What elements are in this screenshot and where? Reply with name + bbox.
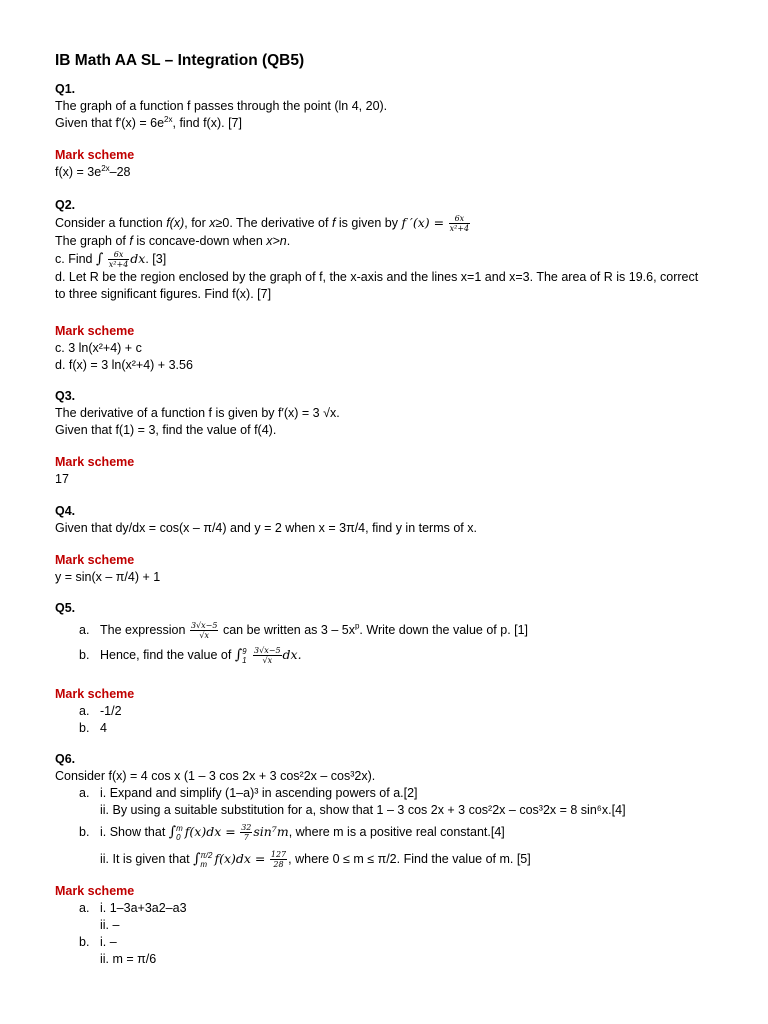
answer — [55, 934, 735, 951]
question-part-b — [55, 819, 735, 845]
superscript: p — [354, 621, 360, 631]
text-run: Consider a function — [55, 216, 167, 230]
mark-scheme-5 — [55, 686, 735, 737]
question-heading: Q2. — [55, 198, 76, 212]
mark-scheme-label: Mark scheme — [55, 148, 135, 162]
fraction-numerator: 6x — [449, 214, 471, 224]
question-heading: Q3. — [55, 389, 76, 403]
math-run: f(x) — [166, 216, 185, 230]
answer: y = sin(x – π/4) + 1 — [55, 570, 161, 584]
answer — [55, 164, 735, 181]
text-run: Given that f'(x) = 6e — [55, 116, 165, 130]
expression-fraction — [190, 621, 219, 640]
question-6 — [55, 751, 735, 873]
question-part-a — [55, 621, 735, 646]
text-run: The graph of — [55, 234, 130, 248]
fraction-denominator: 28 — [273, 860, 284, 870]
integral-sign: ∫ — [168, 824, 177, 840]
question-1 — [55, 81, 735, 132]
document-title: IB Math AA SL – Integration (QB5) — [55, 52, 305, 69]
answer: ii. m = π/6 — [100, 952, 157, 966]
math-run: dx — [130, 251, 146, 266]
fraction-numerator: 3√x−5 — [190, 621, 218, 630]
lower-limit: 1 — [242, 655, 247, 665]
question-text — [55, 214, 735, 233]
answer-text: -1/2 — [100, 704, 122, 718]
answer-text: i. 1–3a+3a2–a3 — [100, 901, 187, 915]
question-5 — [55, 600, 735, 671]
mark-scheme-1 — [55, 147, 735, 181]
question-part-d: d. Let R be the region enclosed by the graph of f, the x-axis and the lines x=1 and x=3. The area of R is 19.6, correct — [55, 270, 699, 284]
part-label: a. — [79, 786, 90, 800]
fraction-numerator: 3√x−5 — [254, 646, 281, 656]
question-part-b-ii — [55, 845, 735, 873]
text-run: The expression — [100, 622, 186, 637]
math-run: x — [209, 216, 216, 230]
integrand-fraction — [253, 646, 282, 665]
part-label: a. — [79, 901, 90, 915]
upper-limit: m — [176, 823, 183, 833]
question-text: Given that f(1) = 3, find the value of f(4). — [55, 423, 277, 437]
math-run: dx. — [282, 647, 302, 662]
text-run: c. Find — [55, 252, 96, 266]
mark-scheme-label: Mark scheme — [55, 324, 135, 338]
mark-scheme-label: Mark scheme — [55, 553, 135, 567]
upper-limit: π/2 — [200, 850, 213, 860]
integral-limits — [242, 647, 246, 665]
question-text: Consider f(x) = 4 cos x (1 – 3 cos 2x + 3 cos²2x – cos³2x). — [55, 769, 376, 783]
derivative-fraction — [449, 214, 471, 233]
answer — [55, 900, 735, 917]
integral-limits — [200, 851, 212, 869]
question-text: The derivative of a function f is given by f′(x) = 3 √x. — [55, 406, 340, 420]
mark-scheme-4 — [55, 552, 735, 586]
text-run: , find f(x). [7] — [172, 116, 242, 130]
mark-scheme-label: Mark scheme — [55, 455, 135, 469]
text-run: , for — [184, 216, 210, 230]
question-4 — [55, 503, 735, 537]
math-run: f — [129, 234, 133, 248]
part-label: b. — [79, 648, 90, 662]
part-label: b. — [79, 935, 90, 949]
text-run: –28 — [109, 165, 131, 179]
upper-limit: 9 — [242, 646, 247, 656]
text-run: . Write down the value of p. [1] — [359, 622, 529, 637]
text-run: i. Show that — [100, 825, 169, 839]
text-run: is given by — [335, 216, 402, 230]
question-part-a-ii: ii. By using a suitable substitution for a, show that 1 – 3 cos 2x + 3 cos²2x – cos³2x = 8 sin⁶x.[4] — [100, 803, 626, 817]
lower-limit: 0 — [176, 832, 181, 842]
answer-text: i. – — [100, 935, 117, 949]
value-fraction — [270, 850, 287, 869]
fraction-denominator: x²+4 — [108, 260, 129, 270]
question-heading: Q4. — [55, 504, 76, 518]
part-label: a. — [79, 622, 90, 637]
mark-scheme-2 — [55, 323, 735, 374]
math-run: f ′(x) = — [401, 215, 445, 230]
fraction-denominator: x²+4 — [449, 224, 470, 234]
question-text: Given that dy/dx = cos(x – π/4) and y = 2 when x = 3π/4, find y in terms of x. — [55, 521, 477, 535]
question-text — [55, 233, 735, 250]
integral-sign: ∫ — [96, 251, 104, 267]
fraction-denominator: √x — [262, 656, 273, 666]
fraction-numerator: 127 — [270, 850, 287, 860]
lower-limit: m — [200, 859, 208, 869]
text-run: ii. It is given that — [100, 852, 194, 866]
fraction-numerator: 32 — [241, 823, 252, 833]
question-text — [55, 115, 735, 132]
question-3 — [55, 388, 735, 439]
question-2 — [55, 197, 735, 303]
text-run: Hence, find the value of — [100, 648, 235, 662]
part-label: b. — [79, 721, 90, 735]
question-heading: Q1. — [55, 82, 76, 96]
question-heading: Q6. — [55, 752, 76, 766]
question-part-c — [55, 250, 735, 269]
mark-scheme-6 — [55, 883, 735, 968]
fraction-denominator: 7 — [243, 833, 249, 843]
text-run: f(x) = 3e — [55, 165, 102, 179]
text-run: . [3] — [145, 252, 167, 266]
text-run: . — [286, 234, 291, 248]
part-text: i. Expand and simplify (1–a)³ in ascending powers of a.[2] — [100, 786, 418, 800]
integrand-fraction — [108, 250, 130, 269]
answer-text: 4 — [100, 721, 107, 735]
superscript: 2x — [101, 163, 110, 173]
answer: c. 3 ln(x²+4) + c — [55, 341, 142, 355]
integral-limits — [176, 824, 183, 842]
mark-scheme-3 — [55, 454, 735, 488]
text-run: , where 0 ≤ m ≤ π/2. Find the value of m. [5] — [288, 852, 531, 866]
coefficient-fraction — [240, 823, 252, 842]
integral-sign: ∫ — [234, 647, 243, 663]
answer: 17 — [55, 472, 69, 486]
mark-scheme-label: Mark scheme — [55, 884, 135, 898]
question-part-b — [55, 646, 735, 671]
part-label: a. — [79, 704, 90, 718]
math-run: f — [331, 216, 336, 230]
question-heading: Q5. — [55, 601, 76, 615]
answer — [55, 720, 735, 737]
answer: d. f(x) = 3 ln(x²+4) + 3.56 — [55, 358, 193, 372]
fraction-numerator: 6x — [108, 250, 130, 260]
question-part-d: to three significant figures. Find f(x). [7] — [55, 287, 272, 301]
fraction-denominator: √x — [199, 631, 209, 640]
question-part-a — [55, 785, 735, 802]
integral-sign: ∫ — [193, 851, 201, 867]
math-run: f(x)dx = — [184, 824, 236, 839]
text-run: is concave-down when — [132, 234, 267, 248]
math-run: x>n — [266, 234, 287, 248]
mark-scheme-label: Mark scheme — [55, 687, 135, 701]
math-run: f(x)dx = — [214, 851, 266, 866]
part-label: b. — [79, 825, 90, 839]
superscript: 2x — [164, 114, 173, 124]
math-run: sin⁷m — [253, 824, 289, 839]
text-run: can be written as 3 – 5x — [222, 622, 355, 637]
text-run: ≥0. The derivative of — [215, 216, 332, 230]
question-text: The graph of a function f passes through the point (ln 4, 20). — [55, 99, 388, 113]
answer: ii. – — [100, 918, 120, 932]
text-run: , where m is a positive real constant.[4] — [288, 825, 505, 839]
answer — [55, 703, 735, 720]
